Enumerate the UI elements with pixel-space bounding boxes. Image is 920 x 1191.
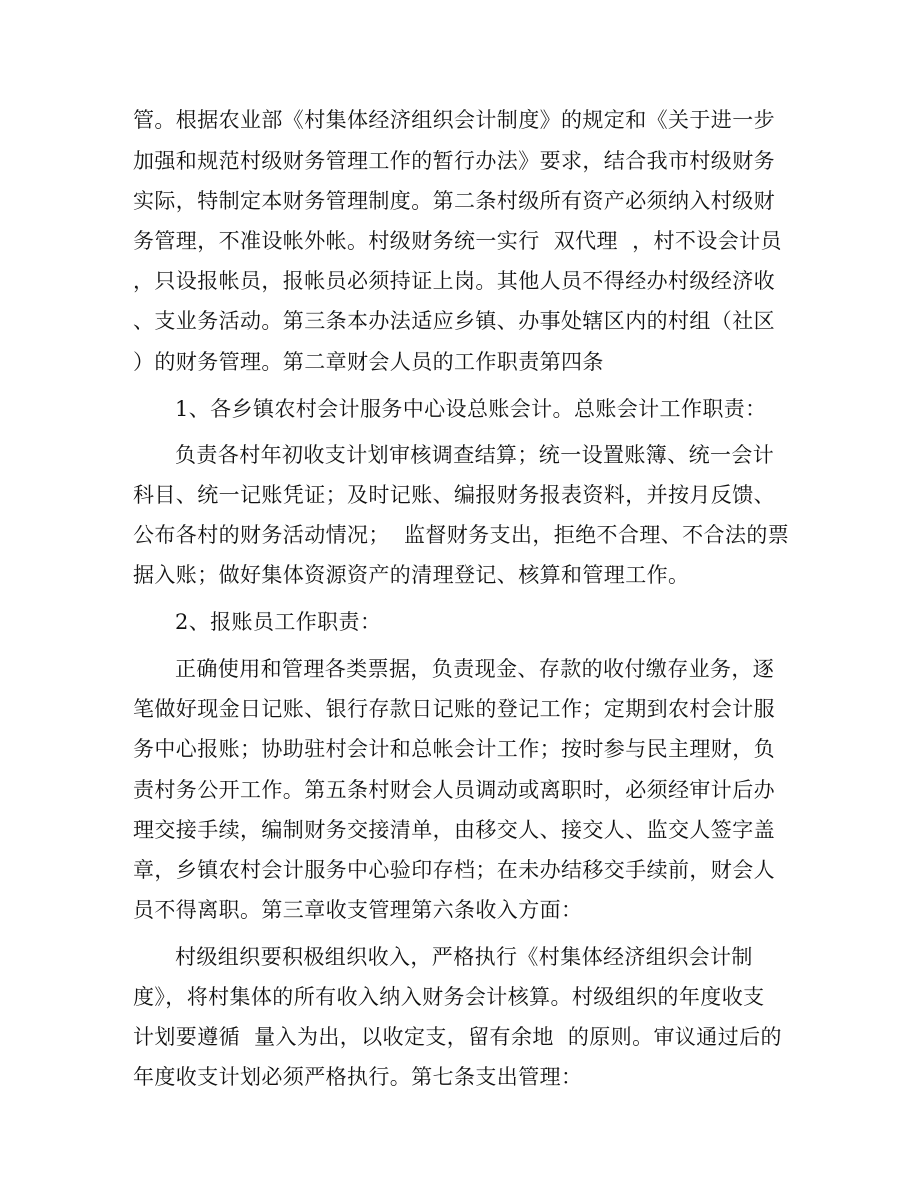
text-line: 务管理，不准设帐外帐。村级财务统一实行 双代理 ，村不设会计员 <box>133 229 782 253</box>
text-line: ，只设报帐员，报帐员必须持证上岗。其他人员不得经办村级经济收 <box>133 269 775 293</box>
text-line: 章，乡镇农村会计服务中心验印存档；在未办结移交手续前，财会人 <box>133 858 775 882</box>
text-line: 计划要遵循 量入为出，以收定支，留有余地 的原则。审议通过后的 <box>133 1025 782 1049</box>
text-line: 笔做好现金日记账、银行存款日记账的登记工作；定期到农村会计服 <box>133 697 775 721</box>
text-line: ）的财务管理。第二章财会人员的工作职责第四条 <box>133 350 604 374</box>
text-line: 年度收支计划必须严格执行。第七条支出管理： <box>133 1065 583 1089</box>
text-line: 正确使用和管理各类票据，负责现金、存款的收付缴存业务，逐 <box>175 657 775 681</box>
text-line: 据入账；做好集体资源资产的清理登记、核算和管理工作。 <box>133 563 690 587</box>
text-line: 公布各村的财务活动情况； 监督财务支出，拒绝不合理、不合法的票 <box>133 523 790 547</box>
text-line: 科目、统一记账凭证；及时记账、编报财务报表资料，并按月反馈、 <box>133 483 775 507</box>
text-line: 管。根据农业部《村集体经济组织会计制度》的规定和《关于进一步 <box>133 108 775 132</box>
text-line: 务中心报账；协助驻村会计和总帐会计工作；按时参与民主理财，负 <box>133 737 775 761</box>
text-line: 村级组织要积极组织收入，严格执行《村集体经济组织会计制 <box>175 945 753 969</box>
text-line: 员不得离职。第三章收支管理第六条收入方面： <box>133 898 583 922</box>
text-line: 2、报账员工作职责： <box>175 610 382 634</box>
text-line: 理交接手续，编制财务交接清单，由移交人、接交人、监交人签字盖 <box>133 818 775 842</box>
text-line: 、支业务活动。第三条本办法适应乡镇、办事处辖区内的村组（社区 <box>133 309 775 333</box>
text-line: 度》，将村集体的所有收入纳入财务会计核算。村级组织的年度收支 <box>133 985 765 1009</box>
text-line: 实际，特制定本财务管理制度。第二条村级所有资产必须纳入村级财 <box>133 189 775 213</box>
text-line: 责村务公开工作。第五条村财会人员调动或离职时，必须经审计后办 <box>133 778 775 802</box>
text-line: 负责各村年初收支计划审核调查结算；统一设置账簿、统一会计 <box>175 443 775 467</box>
text-line: 1、各乡镇农村会计服务中心设总账会计。总账会计工作职责： <box>175 397 767 421</box>
text-line: 加强和规范村级财务管理工作的暂行办法》要求，结合我市村级财务 <box>133 149 775 173</box>
